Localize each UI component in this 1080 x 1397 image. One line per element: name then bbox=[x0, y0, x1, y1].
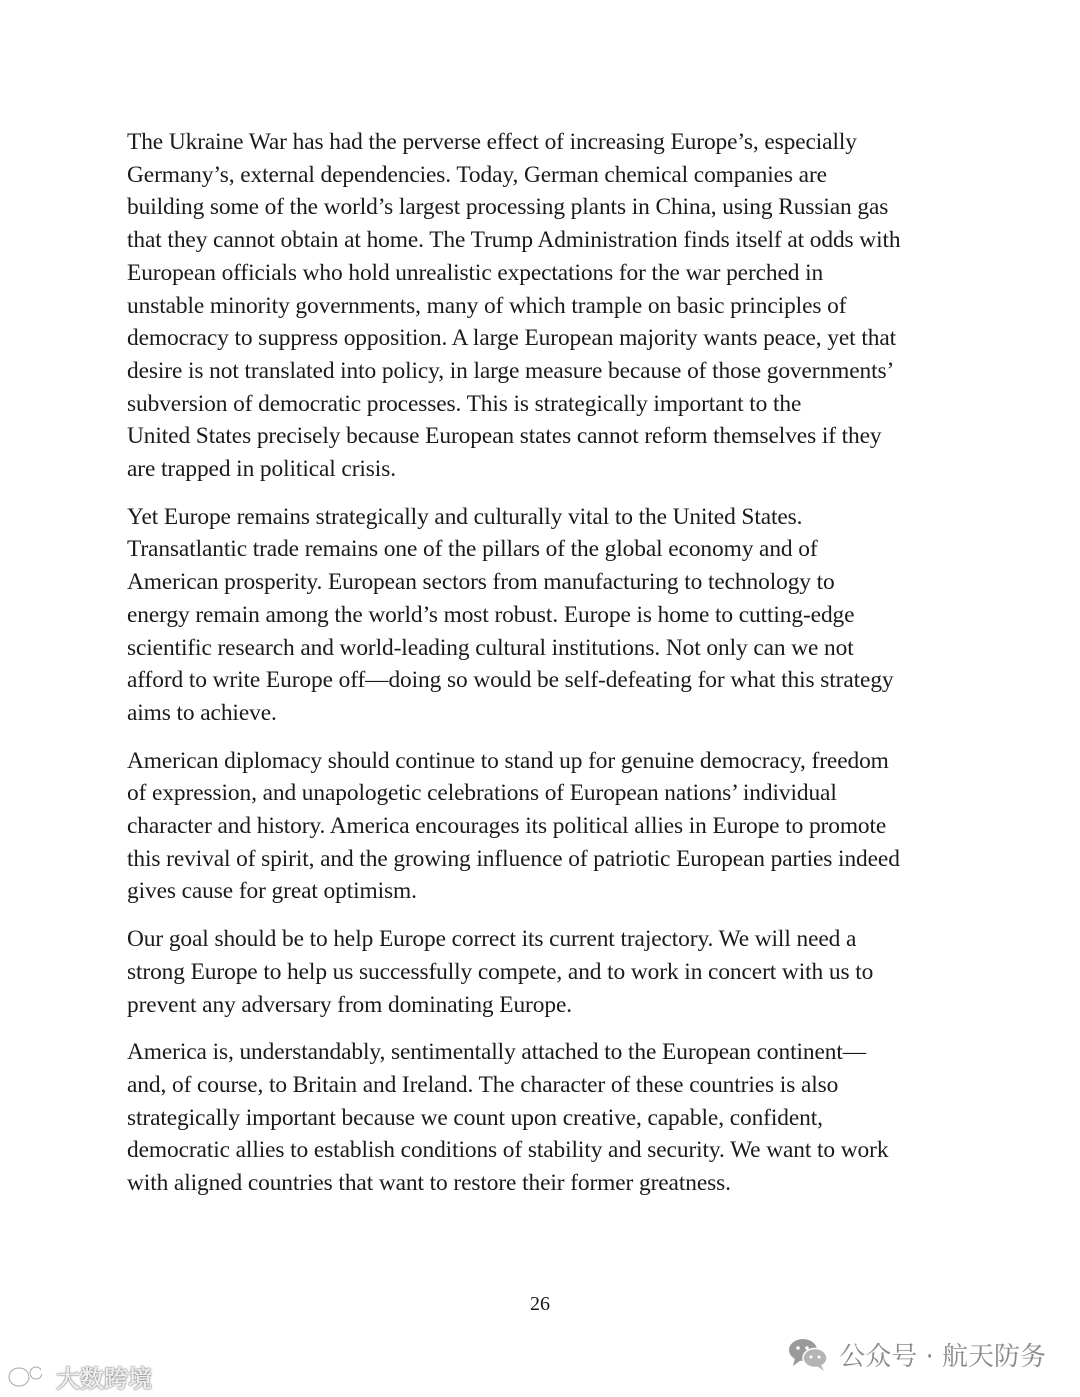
text-line: scientific research and world-leading cultural institutions. Not only can we not bbox=[127, 634, 854, 661]
wechat-icon bbox=[787, 1336, 829, 1372]
text-line: strong Europe to help us successfully compete, and to work in concert with us to bbox=[127, 958, 874, 985]
text-line: Yet Europe remains strategically and culturally vital to the United States. bbox=[127, 503, 803, 530]
text-line: with aligned countries that want to restore their former greatness. bbox=[127, 1170, 731, 1197]
paragraph bbox=[127, 126, 963, 486]
text-line: democratic allies to establish conditions of stability and security. We want to work bbox=[127, 1137, 889, 1164]
page-number: 26 bbox=[530, 1293, 550, 1315]
text-line: unstable minority governments, many of which trample on basic principles of bbox=[127, 292, 847, 319]
text-line: Our goal should be to help Europe correct its current trajectory. We will need a bbox=[127, 926, 857, 953]
text-line: gives cause for great optimism. bbox=[127, 878, 417, 905]
text-line: and, of course, to Britain and Ireland. The character of these countries is also bbox=[127, 1071, 839, 1098]
text-line: energy remain among the world’s most robust. Europe is home to cutting-edge bbox=[127, 601, 855, 628]
text-line: American diplomacy should continue to stand up for genuine democracy, freedom bbox=[127, 747, 889, 774]
text-line: The Ukraine War has had the perverse effect of increasing Europe’s, especially bbox=[127, 129, 857, 155]
text-line: prevent any adversary from dominating Europe. bbox=[127, 991, 572, 1018]
text-line: desire is not translated into policy, in large measure because of those governments’ bbox=[127, 357, 895, 384]
document-body bbox=[127, 126, 963, 1215]
text-line: afford to write Europe off—doing so would be self-defeating for what this strategy bbox=[127, 667, 894, 694]
text-line: building some of the world’s largest processing plants in China, using Russian gas bbox=[127, 194, 889, 221]
text-line: Germany’s, external dependencies. Today, German chemical companies are bbox=[127, 161, 827, 188]
text-line: subversion of democratic processes. This is strategically important to the bbox=[127, 390, 802, 417]
text-line: United States precisely because European states cannot reform themselves if they bbox=[127, 423, 882, 450]
paragraph bbox=[127, 1036, 963, 1200]
text-line: of expression, and unapologetic celebrations of European nations’ individual bbox=[127, 780, 837, 807]
watermark-right bbox=[787, 1334, 1046, 1374]
paragraph bbox=[127, 501, 963, 730]
text-line: that they cannot obtain at home. The Trump Administration finds itself at odds with bbox=[127, 227, 901, 254]
paragraph bbox=[127, 745, 963, 909]
text-line: this revival of spirit, and the growing influence of patriotic European parties indeed bbox=[127, 845, 900, 872]
text-line: democracy to suppress opposition. A large European majority wants peace, yet that bbox=[127, 325, 896, 352]
watermark-right-text: 公众号 · 航天防务 bbox=[839, 1341, 1046, 1372]
text-line: character and history. America encourages its political allies in Europe to promote bbox=[127, 813, 887, 840]
text-line: aims to achieve. bbox=[127, 699, 277, 726]
watermark-left-text: 大数跨境 bbox=[56, 1364, 152, 1393]
text-line: Transatlantic trade remains one of the pillars of the global economy and of bbox=[127, 536, 818, 563]
text-line: European officials who hold unrealistic expectations for the war perched in bbox=[127, 259, 824, 286]
paragraph bbox=[127, 923, 963, 1021]
dashuju-logo-icon bbox=[6, 1363, 52, 1389]
text-line: America is, understandably, sentimentally attached to the European continent— bbox=[127, 1039, 867, 1066]
text-line: strategically important because we count upon creative, capable, confident, bbox=[127, 1104, 823, 1131]
text-line: American prosperity. European sectors from manufacturing to technology to bbox=[127, 569, 835, 596]
text-line: are trapped in political crisis. bbox=[127, 456, 396, 483]
watermark-left bbox=[6, 1361, 152, 1391]
